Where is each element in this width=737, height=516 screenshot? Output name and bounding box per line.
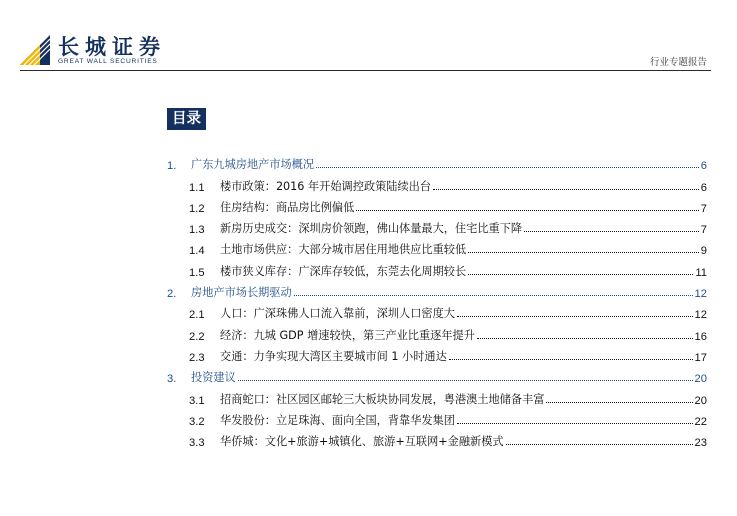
toc-dot-leader [546, 401, 692, 403]
toc-subsection-entry[interactable] [167, 300, 707, 321]
toc-entry-number: 3.1 [189, 394, 205, 407]
toc-entry-number: 2. [167, 288, 177, 301]
toc-entry-page: 17 [694, 351, 707, 364]
toc-entry-number: 1.4 [189, 245, 205, 258]
toc-dot-leader [294, 294, 693, 296]
toc-entry-title: 新房历史成交：深圳房价领跑，佛山体量最大，住宅比重下降 [220, 222, 523, 236]
toc-dot-leader [468, 273, 693, 275]
toc-entry-title: 华侨城：文化+旅游+城镇化、旅游+互联网+金融新模式 [220, 435, 504, 449]
toc-subsection-entry[interactable] [167, 343, 707, 364]
toc-entry-title: 招商蛇口：社区园区邮轮三大板块协同发展，粤港澳土地储备丰富 [220, 392, 545, 406]
toc-entry-title: 楼市狭义库存：广深库存较低，东莞去化周期较长 [220, 264, 467, 278]
toc-entry-number: 1. [167, 160, 177, 173]
toc-dot-leader [468, 251, 699, 253]
toc-dot-leader [457, 315, 693, 317]
toc-entry-number: 2.2 [189, 330, 205, 343]
toc-entry-title: 人口：广深珠佛人口流入靠前，深圳人口密度大 [220, 307, 455, 321]
toc-subsection-entry[interactable] [167, 194, 707, 215]
toc-entry-title: 交通：力争实现大湾区主要城市间 1 小时通达 [220, 349, 447, 363]
toc-dot-leader [524, 230, 699, 232]
toc-section-entry[interactable] [167, 364, 707, 385]
toc-entry-title: 投资建议 [191, 371, 236, 385]
toc-entry-title: 楼市政策：2016 年开始调控政策陆续出台 [220, 179, 432, 193]
toc-dot-leader [316, 166, 699, 168]
toc-title: 目录 [167, 108, 206, 130]
toc-subsection-entry[interactable] [167, 385, 707, 406]
toc-entry-page: 16 [694, 330, 707, 343]
toc-subsection-entry[interactable] [167, 172, 707, 193]
toc-section-entry[interactable] [167, 151, 707, 172]
toc-subsection-entry[interactable] [167, 257, 707, 278]
toc-dot-leader [449, 358, 693, 360]
toc-dot-leader [238, 379, 693, 381]
toc-entry-title: 经济：九城 GDP 增速较快，第三产业比重逐年提升 [220, 328, 475, 342]
toc-entry-number: 1.3 [189, 224, 205, 237]
toc-entry-number: 1.2 [189, 202, 205, 215]
toc-subsection-entry[interactable] [167, 321, 707, 342]
toc-entry-title: 华发股份：立足珠海、面向全国，背靠华发集团 [220, 413, 455, 427]
toc-entry-number: 3.2 [189, 415, 205, 428]
toc-dot-leader [506, 443, 693, 445]
report-type-label: 行业专题报告 [649, 57, 707, 68]
toc-entry-page: 7 [700, 224, 707, 237]
toc-entry-title: 住房结构：商品房比例偏低 [220, 200, 355, 214]
toc-entry-page: 12 [694, 288, 707, 301]
toc-subsection-entry[interactable] [167, 236, 707, 257]
toc-entry-title: 土地市场供应：大部分城市居住用地供应比重较低 [220, 243, 467, 257]
toc-entry-page: 11 [695, 266, 707, 279]
toc-section-entry[interactable] [167, 279, 707, 300]
toc-entry-number: 1.1 [189, 181, 205, 194]
toc-entry-page: 23 [694, 437, 707, 450]
toc-entry-title: 广东九城房地产市场概况 [191, 158, 315, 172]
toc-entry-page: 6 [700, 181, 707, 194]
toc-entry-number: 3. [167, 373, 177, 386]
logo-english-name: GREAT WALL SECURITIES [58, 58, 158, 65]
toc-dot-leader [433, 188, 699, 190]
logo-chinese-name: 长城证券 [58, 34, 166, 59]
toc-entry-page: 7 [700, 202, 707, 215]
table-of-contents [167, 151, 707, 449]
toc-entry-number: 2.3 [189, 351, 205, 364]
toc-entry-page: 20 [694, 373, 707, 386]
toc-subsection-entry[interactable] [167, 407, 707, 428]
toc-dot-leader [356, 209, 699, 211]
toc-entry-page: 6 [700, 160, 707, 173]
toc-entry-page: 22 [694, 415, 707, 428]
toc-entry-number: 3.3 [189, 437, 205, 450]
great-wall-logo-icon [20, 35, 50, 65]
toc-entry-page: 12 [694, 309, 707, 322]
toc-entry-number: 1.5 [189, 266, 205, 279]
toc-dot-leader [457, 422, 693, 424]
toc-entry-page: 20 [694, 394, 707, 407]
toc-subsection-entry[interactable] [167, 428, 707, 449]
toc-entry-title: 房地产市场长期驱动 [191, 286, 292, 300]
toc-dot-leader [477, 337, 693, 339]
toc-entry-page: 9 [700, 245, 707, 258]
toc-subsection-entry[interactable] [167, 215, 707, 236]
header-divider [20, 70, 711, 71]
toc-entry-number: 2.1 [189, 309, 205, 322]
page-header [0, 0, 737, 80]
